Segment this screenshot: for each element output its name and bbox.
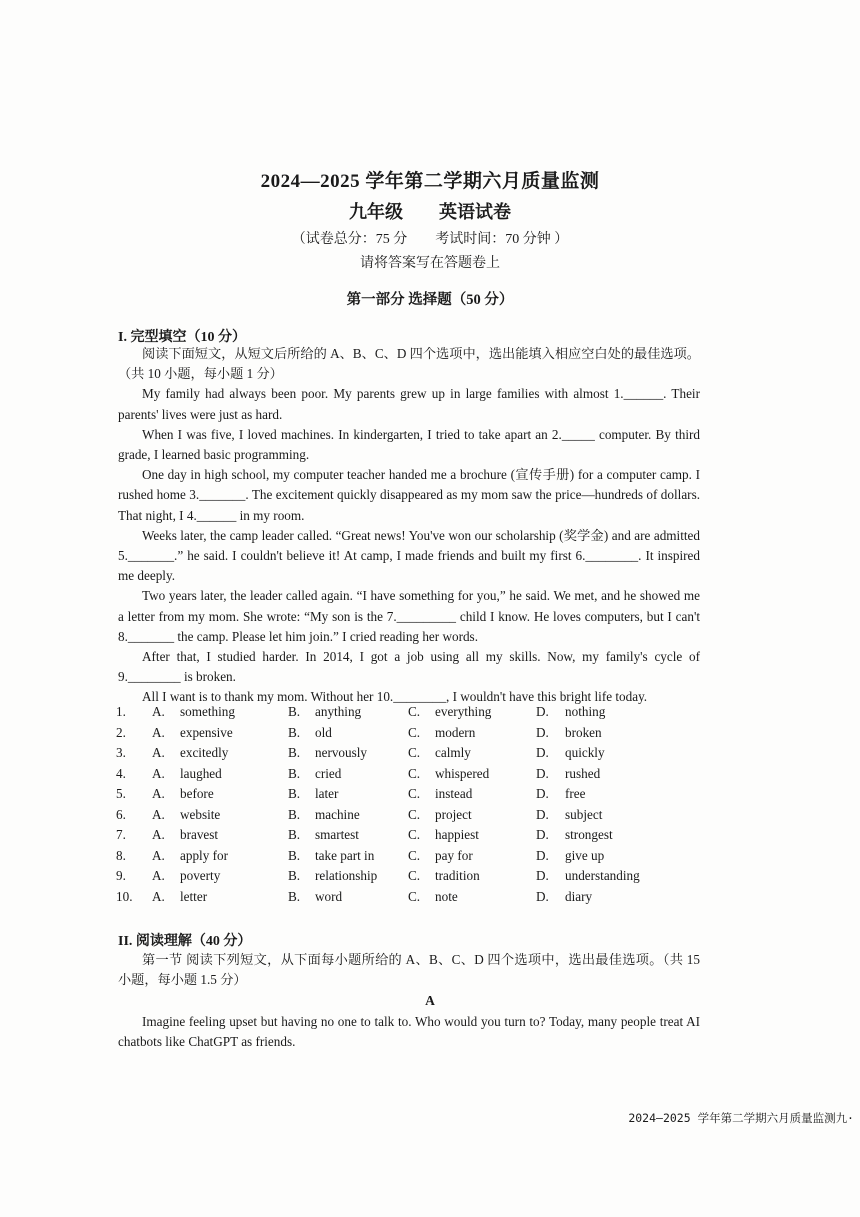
question-number: 8.: [116, 847, 126, 863]
option-a: before: [180, 786, 214, 801]
option-letter-d: D.: [536, 745, 549, 760]
option-a: expensive: [180, 724, 233, 740]
option-row: [116, 704, 716, 725]
option-letter-b: B.: [288, 847, 301, 863]
option-d: understanding: [565, 868, 640, 883]
option-a: bravest: [180, 827, 219, 842]
option-b: machine: [315, 806, 360, 822]
option-c: instead: [435, 786, 473, 801]
option-a: excitedly: [180, 745, 229, 760]
cloze-paragraph: After that, I studied harder. In 2014, I got a job using all my skills. Now, my family's cycle of 9.________ is broken.: [118, 649, 700, 685]
grade-label: 九年级: [349, 202, 403, 222]
question-number: 4.: [116, 765, 126, 781]
option-letter-b: B.: [288, 724, 301, 740]
option-d: subject: [565, 806, 603, 822]
question-number: 7.: [116, 827, 126, 842]
option-b: relationship: [315, 868, 378, 883]
option-row: [116, 889, 716, 910]
reading-instruction: 第一节 阅读下列短文，从下面每小题所给的 A、B、C、D 四个选项中，选出最佳选项。（共 15 小题，每小题 1.5 分）: [118, 952, 700, 988]
option-a: apply for: [180, 847, 228, 863]
option-b: cried: [315, 765, 342, 781]
option-b: smartest: [315, 827, 359, 842]
page-footer: 2024—2025 学年第二学期六月质量监测九·: [628, 1111, 854, 1125]
option-row: [116, 786, 716, 807]
option-letter-b: B.: [288, 868, 301, 883]
answer-notice: 请将答案写在答题卷上: [360, 256, 500, 271]
option-letter-a: A.: [152, 827, 165, 842]
option-letter-c: C.: [408, 724, 421, 740]
option-b: word: [315, 888, 343, 904]
option-row: [116, 725, 716, 746]
cloze-paragraph: Two years later, the leader called again. “I have something for you,” he said. We met, and he showed me a letter from my mom. She wrote: “My son is the 7._________ child I know. He loves computers, but I can't 8._______ the camp. Please let him join.” I cried reading her words.: [118, 588, 700, 644]
option-letter-a: A.: [152, 765, 165, 781]
option-letter-c: C.: [408, 827, 421, 842]
exam-subtitle: [0, 198, 860, 224]
subject-label: 英语试卷: [439, 202, 511, 222]
passage-paragraph: Imagine feeling upset but having no one to talk to. Who would you turn to? Today, many people treat AI chatbots like ChatGPT as friends.: [118, 1014, 700, 1050]
question-number: 2.: [116, 724, 126, 740]
option-letter-d: D.: [536, 724, 549, 740]
option-letter-b: B.: [288, 827, 301, 842]
option-b: old: [315, 724, 332, 740]
option-letter-b: B.: [288, 765, 301, 781]
option-row: [116, 766, 716, 787]
option-letter-c: C.: [408, 786, 421, 801]
option-b: nervously: [315, 745, 368, 760]
option-row: [116, 807, 716, 828]
option-letter-d: D.: [536, 868, 549, 883]
option-b: anything: [315, 704, 362, 719]
option-d: nothing: [565, 704, 606, 719]
cloze-passage: [118, 344, 700, 708]
option-letter-a: A.: [152, 704, 165, 719]
option-a: poverty: [180, 868, 221, 883]
passage-label: A: [425, 993, 435, 1008]
option-letter-a: A.: [152, 745, 165, 760]
option-a: website: [180, 806, 221, 822]
question-number: 5.: [116, 786, 126, 801]
option-letter-c: C.: [408, 847, 421, 863]
cloze-paragraph: One day in high school, my computer teacher handed me a brochure (宣传手册) for a computer camp. I rushed home 3._______. The excitement quickly disappeared as my mom saw the price—hundreds of dollars. That night, I 4.______ in my room.: [118, 467, 700, 523]
option-letter-d: D.: [536, 704, 549, 719]
option-d: quickly: [565, 745, 605, 760]
option-letter-d: D.: [536, 847, 549, 863]
option-d: give up: [565, 847, 605, 863]
option-letter-c: C.: [408, 868, 421, 883]
option-c: modern: [435, 724, 476, 740]
option-d: broken: [565, 724, 602, 740]
option-letter-b: B.: [288, 786, 301, 801]
option-d: rushed: [565, 765, 601, 781]
cloze-paragraph: Weeks later, the camp leader called. “Great news! You've won our scholarship (奖学金) and are admitted 5._______.” he said. I couldn't believe it! At camp, I made friends and built my first 6.________. It inspired me deeply.: [118, 527, 700, 584]
option-letter-a: A.: [152, 786, 165, 801]
option-row: [116, 827, 716, 848]
option-letter-b: B.: [288, 704, 301, 719]
option-c: calmly: [435, 745, 471, 760]
section-reading-heading: II. 阅读理解（40 分）: [118, 934, 252, 949]
exam-time: 考试时间：70 分钟 ）: [435, 232, 569, 247]
option-letter-c: C.: [408, 704, 421, 719]
question-number: 6.: [116, 806, 126, 822]
option-letter-a: A.: [152, 868, 165, 883]
option-letter-b: B.: [288, 888, 301, 904]
reading-passage: [118, 1012, 700, 1052]
exam-meta: [0, 228, 860, 248]
option-c: everything: [435, 704, 492, 719]
option-letter-d: D.: [536, 765, 549, 781]
question-number: 1.: [116, 704, 126, 719]
option-a: letter: [180, 888, 208, 904]
option-c: whispered: [435, 765, 490, 781]
option-d: diary: [565, 888, 593, 904]
option-row: [116, 848, 716, 869]
option-letter-c: C.: [408, 806, 421, 822]
question-number: 3.: [116, 745, 126, 760]
option-letter-c: C.: [408, 745, 421, 760]
option-a: something: [180, 704, 235, 719]
option-letter-a: A.: [152, 888, 165, 904]
cloze-paragraph: My family had always been poor. My parents grew up in large families with almost 1.______. Their parents' lives were just as hard.: [118, 386, 700, 422]
option-letter-b: B.: [288, 745, 301, 760]
option-b: later: [315, 786, 339, 801]
total-score: （试卷总分：75 分: [291, 232, 408, 247]
option-d: free: [565, 786, 586, 801]
option-letter-c: C.: [408, 765, 421, 781]
option-letter-c: C.: [408, 888, 421, 904]
option-letter-d: D.: [536, 888, 549, 904]
option-row: [116, 745, 716, 766]
option-letter-a: A.: [152, 847, 165, 863]
option-letter-d: D.: [536, 806, 549, 822]
exam-title: 2024—2025 学年第二学期六月质量监测: [260, 171, 600, 192]
option-c: tradition: [435, 868, 480, 883]
question-number: 10.: [116, 888, 133, 904]
option-c: note: [435, 888, 458, 904]
question-number: 9.: [116, 868, 126, 883]
option-letter-d: D.: [536, 786, 549, 801]
cloze-instruction: 阅读下面短文，从短文后所给的 A、B、C、D 四个选项中，选出能填入相应空白处的最佳选项。（共 10 小题，每小题 1 分）: [118, 346, 700, 382]
cloze-paragraph: All I want is to thank my mom. Without her 10.________, I wouldn't have this bright life today.: [142, 689, 648, 705]
cloze-paragraph: When I was five, I loved machines. In kindergarten, I tried to take apart an 2._____ computer. By third grade, I learned basic programming.: [118, 426, 700, 463]
option-letter-b: B.: [288, 806, 301, 822]
cloze-options: [116, 704, 716, 909]
option-letter-a: A.: [152, 806, 165, 822]
option-letter-a: A.: [152, 724, 165, 740]
reading-instruction-block: [118, 950, 700, 990]
section-cloze-heading: I. 完型填空（10 分）: [118, 330, 246, 345]
option-a: laughed: [180, 765, 222, 781]
option-c: happiest: [435, 827, 479, 842]
option-row: [116, 868, 716, 889]
option-c: project: [435, 806, 472, 822]
option-c: pay for: [435, 847, 473, 863]
option-letter-d: D.: [536, 827, 549, 842]
option-d: strongest: [565, 827, 613, 842]
part-one-title: 第一部分 选择题（50 分）: [346, 292, 514, 308]
option-b: take part in: [315, 847, 375, 863]
